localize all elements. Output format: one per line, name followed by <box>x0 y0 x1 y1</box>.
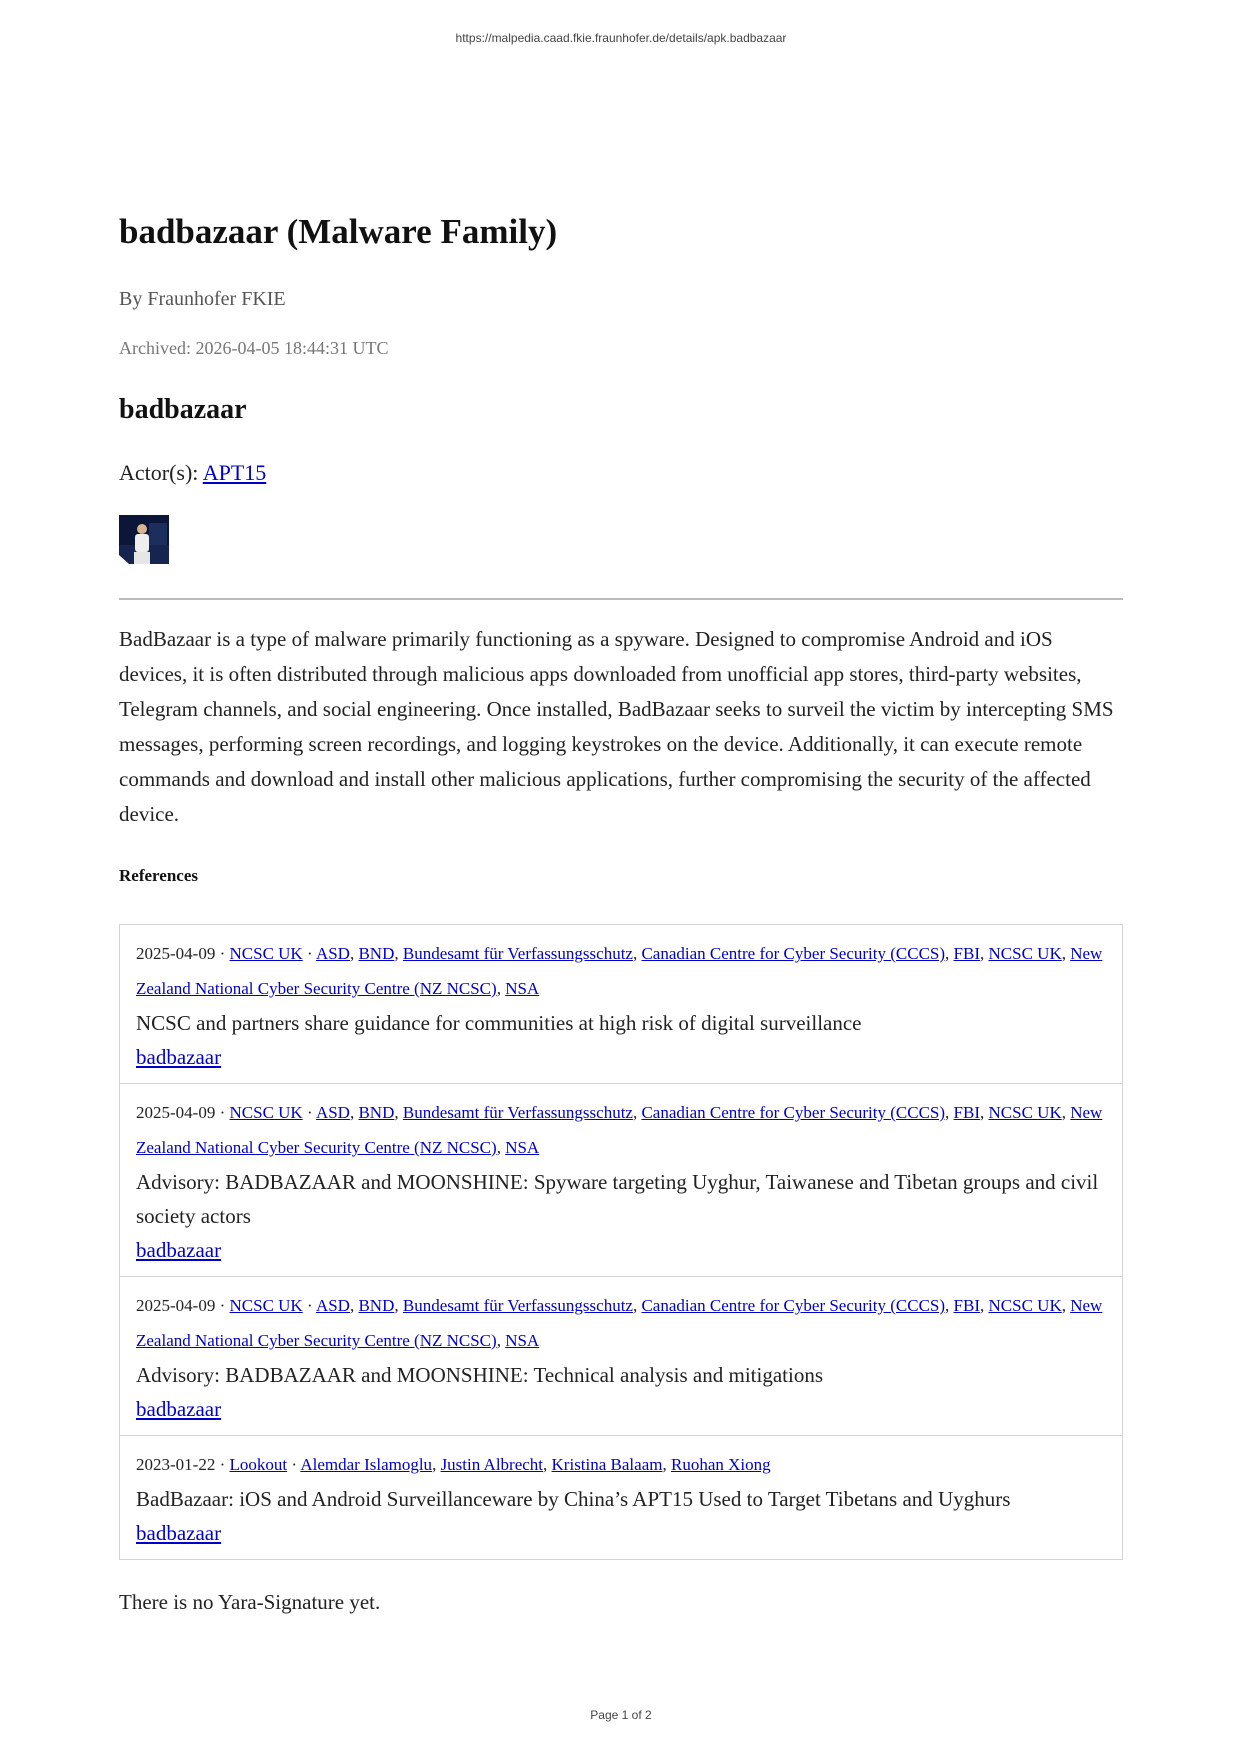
reference-item <box>120 1276 1122 1435</box>
reference-author-link[interactable]: Bundesamt für Verfassungsschutz <box>402 944 633 963</box>
page-title: badbazaar (Malware Family) <box>119 212 558 251</box>
thumbnail-graphic <box>119 515 169 564</box>
reference-author-link[interactable]: FBI <box>953 1103 981 1122</box>
family-heading: badbazaar <box>119 394 247 425</box>
reference-meta: 2025-04-09 · NCSC UK · ASD, BND, Bundesamt für Verfassungsschutz, Canadian Centre for Cyber Security (CCCS), FBI, NCSC UK, New Zealand National Cyber Security Centre (NZ NCSC), NSA <box>136 1296 1103 1350</box>
reference-item <box>120 925 1122 1083</box>
reference-author-link[interactable]: FBI <box>953 1296 981 1315</box>
reference-meta: 2025-04-09 · NCSC UK · ASD, BND, Bundesamt für Verfassungsschutz, Canadian Centre for Cyber Security (CCCS), FBI, NCSC UK, New Zealand National Cyber Security Centre (NZ NCSC), NSA <box>136 1103 1103 1157</box>
page-footer: Page 1 of 2 <box>590 1708 652 1722</box>
actors-label: Actor(s): <box>119 460 203 485</box>
reference-author-link[interactable]: Alemdar Islamoglu <box>300 1455 433 1474</box>
reference-author-link[interactable]: ASD <box>315 1296 350 1315</box>
reference-author-link[interactable]: Bundesamt für Verfassungsschutz <box>402 1103 633 1122</box>
reference-author-link[interactable]: NCSC UK <box>988 944 1062 963</box>
reference-author-link[interactable]: NSA <box>505 979 540 998</box>
archived-timestamp: Archived: 2026-04-05 18:44:31 UTC <box>119 338 389 358</box>
reference-author-link[interactable]: ASD <box>315 944 350 963</box>
reference-author-link[interactable]: Justin Albrecht <box>440 1455 544 1474</box>
reference-author-link[interactable]: NCSC UK <box>988 1296 1062 1315</box>
reference-author-link[interactable]: Kristina Balaam <box>551 1455 663 1474</box>
reference-item <box>120 1435 1122 1559</box>
reference-author-link[interactable]: ASD <box>315 1103 350 1122</box>
reference-author-link[interactable]: Ruohan Xiong <box>670 1455 771 1474</box>
reference-title: NCSC and partners share guidance for communities at high risk of digital surveillance <box>136 1011 862 1035</box>
reference-family-tag-link[interactable]: badbazaar <box>136 1045 222 1069</box>
reference-org-link[interactable]: NCSC UK <box>229 944 303 963</box>
reference-author-link[interactable]: Bundesamt für Verfassungsschutz <box>402 1296 633 1315</box>
reference-date: 2025-04-09 <box>136 1103 216 1122</box>
page-url-header: https://malpedia.caad.fkie.fraunhofer.de/details/apk.badbazaar <box>455 31 787 45</box>
reference-item <box>120 1083 1122 1276</box>
reference-author-link[interactable]: FBI <box>953 944 981 963</box>
byline: By Fraunhofer FKIE <box>119 288 286 310</box>
reference-author-link[interactable]: Canadian Centre for Cyber Security (CCCS) <box>641 944 946 963</box>
reference-org-link[interactable]: Lookout <box>229 1455 288 1474</box>
reference-family-tag-link[interactable]: badbazaar <box>136 1238 222 1262</box>
reference-author-link[interactable]: BND <box>358 944 395 963</box>
reference-author-link[interactable]: New Zealand National Cyber Security Centre (NZ NCSC) <box>136 944 1103 998</box>
reference-org-link[interactable]: NCSC UK <box>229 1296 303 1315</box>
reference-date: 2025-04-09 <box>136 1296 216 1315</box>
reference-family-tag-link[interactable]: badbazaar <box>136 1521 222 1545</box>
reference-author-link[interactable]: New Zealand National Cyber Security Centre (NZ NCSC) <box>136 1103 1103 1157</box>
reference-author-link[interactable]: BND <box>358 1103 395 1122</box>
actor-thumbnail-image[interactable] <box>119 515 169 564</box>
reference-org-link[interactable]: NCSC UK <box>229 1103 303 1122</box>
reference-author-link[interactable]: Canadian Centre for Cyber Security (CCCS) <box>641 1103 946 1122</box>
reference-author-link[interactable]: NSA <box>505 1138 540 1157</box>
description-paragraph: BadBazaar is a type of malware primarily functioning as a spyware. Designed to compromise Android and iOS devices, it is often distributed through malicious apps downloaded from unofficial app stores, third-party websites, Telegram channels, and social engineering. Once installed, BadBazaar seeks to surveil the victim by intercepting SMS messages, performing screen recordings, and logging keystrokes on the device. Additionally, it can execute remote commands and download and install other malicious applications, further compromising the security of the affected device. <box>119 627 1114 826</box>
reference-family-tag-link[interactable]: badbazaar <box>136 1397 222 1421</box>
reference-author-link[interactable]: BND <box>358 1296 395 1315</box>
references-list <box>119 924 1123 1560</box>
reference-author-link[interactable]: NCSC UK <box>988 1103 1062 1122</box>
reference-title: Advisory: BADBAZAAR and MOONSHINE: Technical analysis and mitigations <box>136 1363 823 1387</box>
divider <box>119 598 1123 600</box>
reference-author-link[interactable]: New Zealand National Cyber Security Centre (NZ NCSC) <box>136 1296 1103 1350</box>
reference-author-link[interactable]: NSA <box>505 1331 540 1350</box>
reference-date: 2023-01-22 <box>136 1455 216 1474</box>
reference-title: Advisory: BADBAZAAR and MOONSHINE: Spyware targeting Uyghur, Taiwanese and Tibetan groups and civil society actors <box>136 1170 1099 1228</box>
references-heading: References <box>119 866 198 885</box>
actors-line <box>119 460 266 486</box>
reference-title: BadBazaar: iOS and Android Surveillanceware by China’s APT15 Used to Target Tibetans and Uyghurs <box>136 1487 1011 1511</box>
yara-status: There is no Yara-Signature yet. <box>119 1590 381 1614</box>
reference-date: 2025-04-09 <box>136 944 216 963</box>
actor-link-apt15[interactable]: APT15 <box>202 460 267 485</box>
reference-meta: 2023-01-22 · Lookout · Alemdar Islamoglu, Justin Albrecht, Kristina Balaam, Ruohan Xiong <box>136 1455 771 1474</box>
reference-author-link[interactable]: Canadian Centre for Cyber Security (CCCS) <box>641 1296 946 1315</box>
reference-meta: 2025-04-09 · NCSC UK · ASD, BND, Bundesamt für Verfassungsschutz, Canadian Centre for Cyber Security (CCCS), FBI, NCSC UK, New Zealand National Cyber Security Centre (NZ NCSC), NSA <box>136 944 1103 998</box>
